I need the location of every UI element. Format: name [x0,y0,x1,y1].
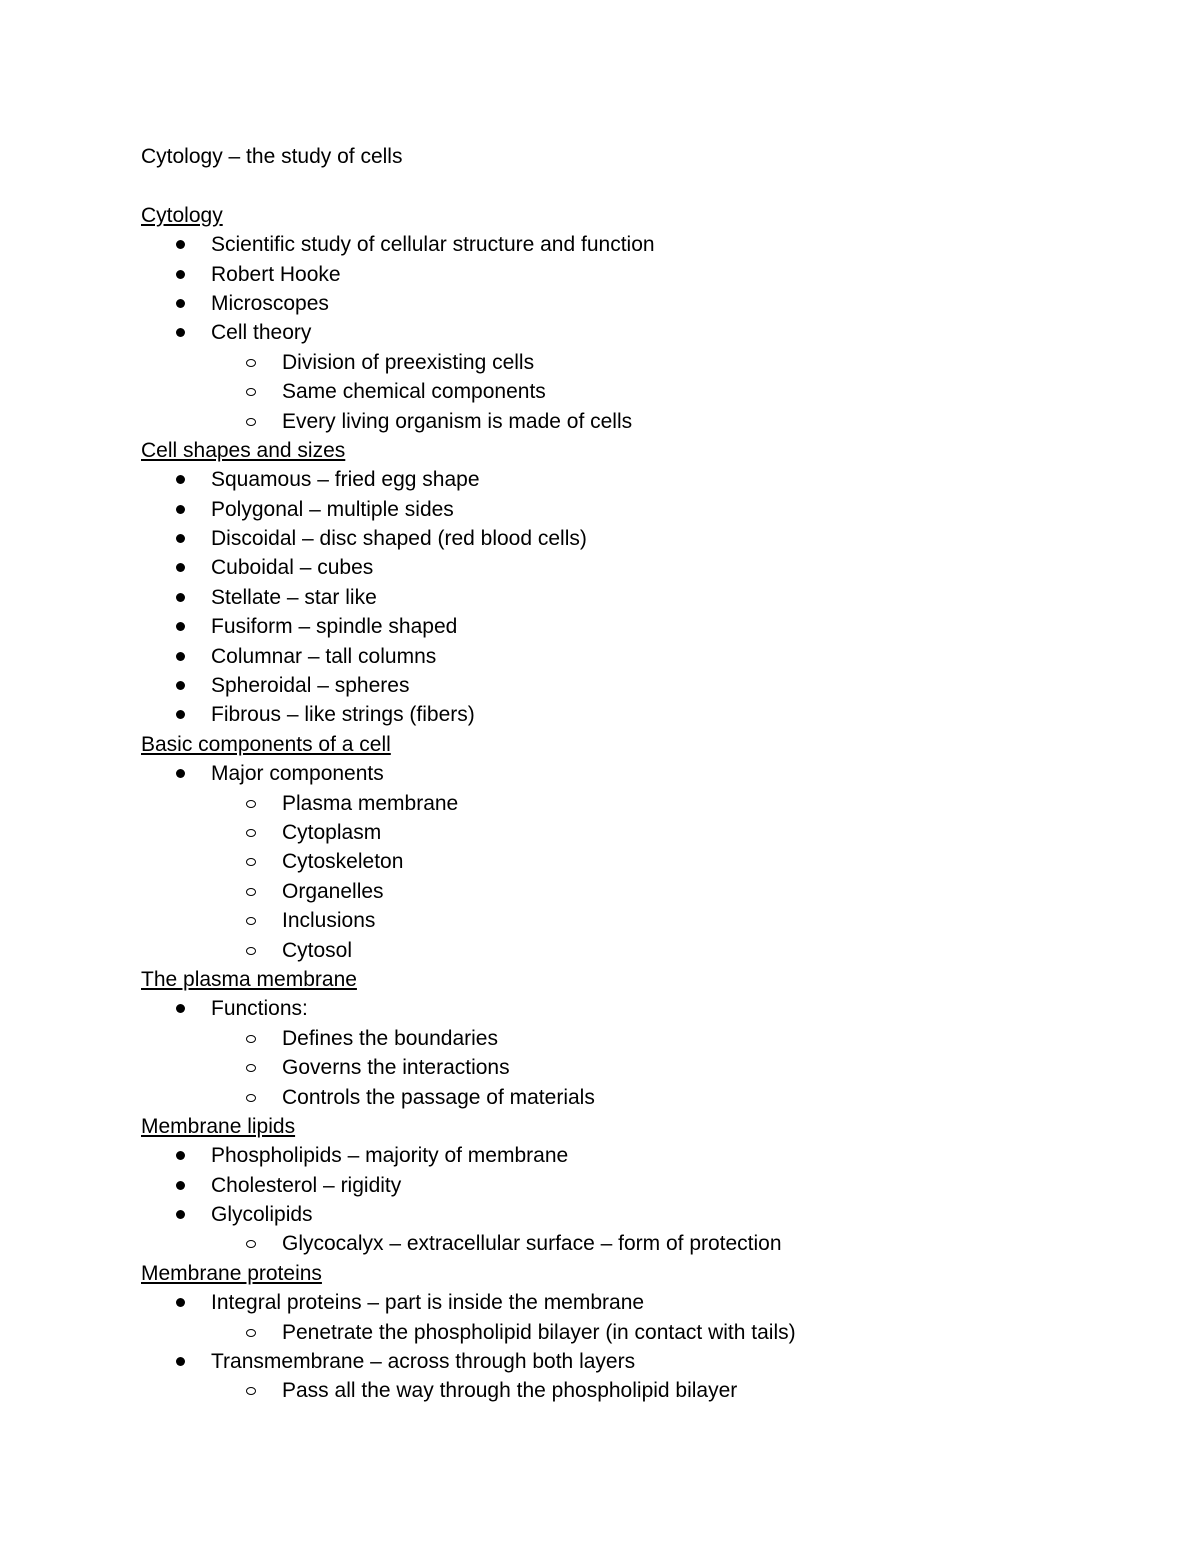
bullet-text: Squamous – fried egg shape [211,468,480,492]
bullet-circle-icon [246,1035,256,1043]
bullet-circle-icon [246,1094,256,1102]
bullet-text: Cytoplasm [282,820,382,844]
sub-bullet-item [141,1318,1141,1347]
bullet-text: Microscopes [211,291,329,315]
sub-bullet-item [141,1083,1141,1112]
bullet-text: Polygonal – multiple sides [211,497,454,521]
bullet-item [141,1288,1141,1317]
bullet-text: Glycolipids [211,1203,313,1227]
section-heading: Cell shapes and sizes [141,438,346,462]
bullet-text: Cuboidal – cubes [211,556,374,580]
bullet-text: Scientific study of cellular structure and function [211,233,655,257]
bullet-item [141,230,1141,259]
bullet-dot-icon [176,240,185,249]
bullet-text: Glycocalyx – extracellular surface – form of protection [282,1232,782,1256]
sub-bullet-item [141,1024,1141,1053]
bullet-item [141,671,1141,700]
sub-bullet-item [141,818,1141,847]
bullet-circle-icon [246,359,256,367]
bullet-dot-icon [176,563,185,572]
bullet-text: Integral proteins – part is inside the membrane [211,1291,645,1315]
bullet-circle-icon [246,1064,256,1072]
bullet-item [141,495,1141,524]
bullet-item [141,289,1141,318]
bullet-dot-icon [176,299,185,308]
bullet-dot-icon [176,1004,185,1013]
bullet-dot-icon [176,328,185,337]
blank-line [141,171,1141,200]
bullet-circle-icon [246,829,256,837]
bullet-text: Functions: [211,997,308,1021]
document-title: Cytology – the study of cells [141,145,403,168]
bullet-text: Fusiform – spindle shaped [211,615,458,639]
bullet-item [141,553,1141,582]
bullet-dot-icon [176,534,185,543]
bullet-text: Every living organism is made of cells [282,409,633,433]
bullet-item [141,1141,1141,1170]
sub-bullet-item [141,936,1141,965]
bullet-dot-icon [176,593,185,602]
bullet-dot-icon [176,1298,185,1307]
sub-bullet-item [141,1053,1141,1082]
bullet-text: Major components [211,762,384,786]
bullet-dot-icon [176,622,185,631]
bullet-dot-icon [176,270,185,279]
sub-bullet-item [141,407,1141,436]
bullet-circle-icon [246,947,256,955]
bullet-circle-icon [246,800,256,808]
bullet-item [141,642,1141,671]
bullet-circle-icon [246,888,256,896]
bullet-text: Controls the passage of materials [282,1085,595,1109]
sub-bullet-item [141,377,1141,406]
bullet-item [141,994,1141,1023]
sub-bullet-item [141,847,1141,876]
bullet-circle-icon [246,917,256,925]
bullet-text: Plasma membrane [282,791,459,815]
sub-bullet-item [141,348,1141,377]
sections-container [141,201,1141,1406]
bullet-text: Cholesterol – rigidity [211,1173,402,1197]
bullet-item [141,583,1141,612]
document-page [141,142,1141,1406]
bullet-item [141,759,1141,788]
bullet-text: Division of preexisting cells [282,350,535,374]
bullet-circle-icon [246,1240,256,1248]
bullet-text: Defines the boundaries [282,1026,498,1050]
section-heading: Cytology [141,203,223,227]
bullet-dot-icon [176,681,185,690]
bullet-item [141,318,1141,347]
bullet-dot-icon [176,1151,185,1160]
bullet-item [141,524,1141,553]
bullet-item [141,1347,1141,1376]
bullet-dot-icon [176,505,185,514]
sub-bullet-item [141,877,1141,906]
bullet-dot-icon [176,475,185,484]
bullet-text: Phospholipids – majority of membrane [211,1144,569,1168]
section-heading: The plasma membrane [141,967,357,991]
bullet-circle-icon [246,1387,256,1395]
section-heading: Basic components of a cell [141,732,391,756]
bullet-text: Pass all the way through the phospholipid bilayer [282,1379,738,1403]
bullet-circle-icon [246,418,256,426]
section-heading: Membrane proteins [141,1261,322,1285]
bullet-dot-icon [176,769,185,778]
bullet-text: Transmembrane – across through both layers [211,1350,636,1374]
bullet-text: Cytoskeleton [282,850,404,874]
bullet-item [141,260,1141,289]
bullet-text: Discoidal – disc shaped (red blood cells) [211,527,587,551]
bullet-text: Organelles [282,879,384,903]
sub-bullet-item [141,1229,1141,1258]
bullet-text: Governs the interactions [282,1056,510,1080]
bullet-text: Fibrous – like strings (fibers) [211,703,475,727]
bullet-text: Stellate – star like [211,585,377,609]
sub-bullet-item [141,906,1141,935]
bullet-item [141,1171,1141,1200]
bullet-dot-icon [176,652,185,661]
bullet-text: Inclusions [282,909,376,933]
bullet-text: Spheroidal – spheres [211,674,410,698]
bullet-text: Columnar – tall columns [211,644,437,668]
bullet-item [141,465,1141,494]
section-heading: Membrane lipids [141,1114,296,1138]
bullet-item [141,700,1141,729]
bullet-text: Cytosol [282,938,353,962]
bullet-circle-icon [246,388,256,396]
bullet-dot-icon [176,710,185,719]
bullet-circle-icon [246,858,256,866]
bullet-text: Cell theory [211,321,312,345]
bullet-text: Same chemical components [282,380,546,404]
bullet-item [141,612,1141,641]
bullet-text: Penetrate the phospholipid bilayer (in contact with tails) [282,1320,796,1344]
sub-bullet-item [141,1376,1141,1405]
sub-bullet-item [141,789,1141,818]
bullet-circle-icon [246,1329,256,1337]
bullet-dot-icon [176,1210,185,1219]
bullet-text: Robert Hooke [211,262,341,286]
bullet-dot-icon [176,1181,185,1190]
bullet-dot-icon [176,1357,185,1366]
bullet-item [141,1200,1141,1229]
